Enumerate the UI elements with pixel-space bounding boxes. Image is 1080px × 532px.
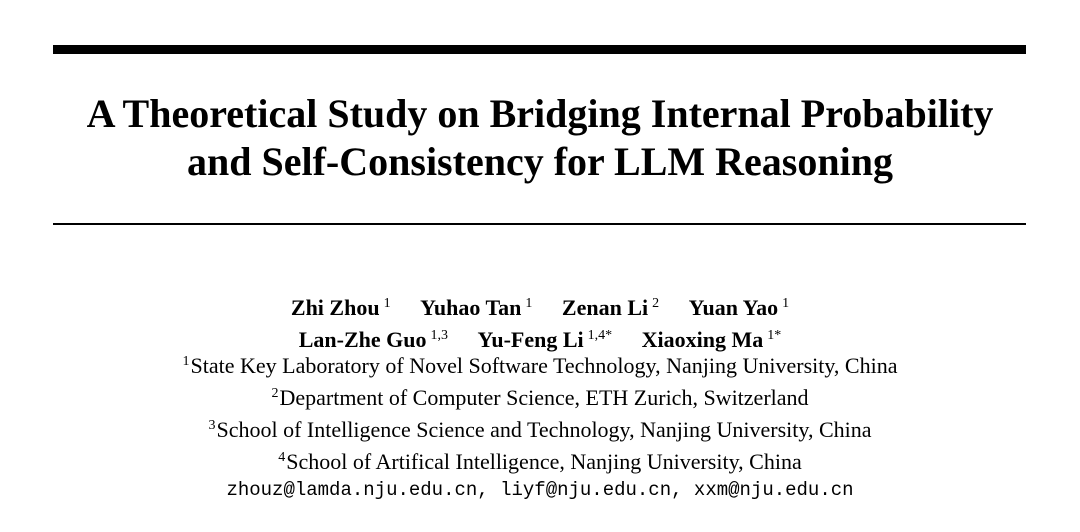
author [562,290,659,322]
affiliation-block [0,348,1080,504]
bottom-rule [53,223,1026,225]
author-block [0,290,1080,354]
affiliation-line [0,444,1080,476]
affiliation-line [0,348,1080,380]
author-affiliation-mark: 1,3 [430,328,448,343]
author-name: Yuhao Tan [420,295,522,320]
author-affiliation-mark: 1 [383,296,391,311]
affiliation-mark: 3 [208,418,216,433]
affiliation-text: Department of Computer Science, ETH Zurich, Switzerland [279,385,809,410]
author [689,290,789,322]
author-affiliation-mark: 1* [767,328,782,343]
author [291,290,391,322]
affiliation-mark: 1 [182,354,190,369]
affiliation-text: State Key Laboratory of Novel Software Technology, Nanjing University, China [190,353,898,378]
author-name: Zhi Zhou [290,295,380,320]
title-line-2: and Self-Consistency for LLM Reasoning [187,139,893,184]
author-name: Yu-Feng Li [477,327,584,352]
author-affiliation-mark: 1 [525,296,533,311]
top-rule [53,45,1026,54]
paper-title [0,90,1080,186]
affiliation-line [0,412,1080,444]
affiliation-mark: 2 [271,386,279,401]
author-name: Lan-Zhe Guo [298,327,427,352]
author-name: Zenan Li [561,295,649,320]
author-name: Xiaoxing Ma [641,327,764,352]
title-line-1: A Theoretical Study on Bridging Internal Probability [86,91,994,136]
author-affiliation-mark: 2 [652,296,660,311]
affiliation-text: School of Artifical Intelligence, Nanjing University, China [286,449,802,474]
affiliation-mark: 4 [278,450,286,465]
author [420,290,532,322]
affiliation-line [0,380,1080,412]
affiliation-text: School of Intelligence Science and Technology, Nanjing University, China [216,417,872,442]
author-name: Yuan Yao [688,295,779,320]
author-emails: zhouz@lamda.nju.edu.cn, liyf@nju.edu.cn, xxm@nju.edu.cn [226,479,854,501]
author-affiliation-mark: 1,4* [587,328,613,343]
author-line-1 [0,290,1080,322]
author-affiliation-mark: 1 [782,296,790,311]
